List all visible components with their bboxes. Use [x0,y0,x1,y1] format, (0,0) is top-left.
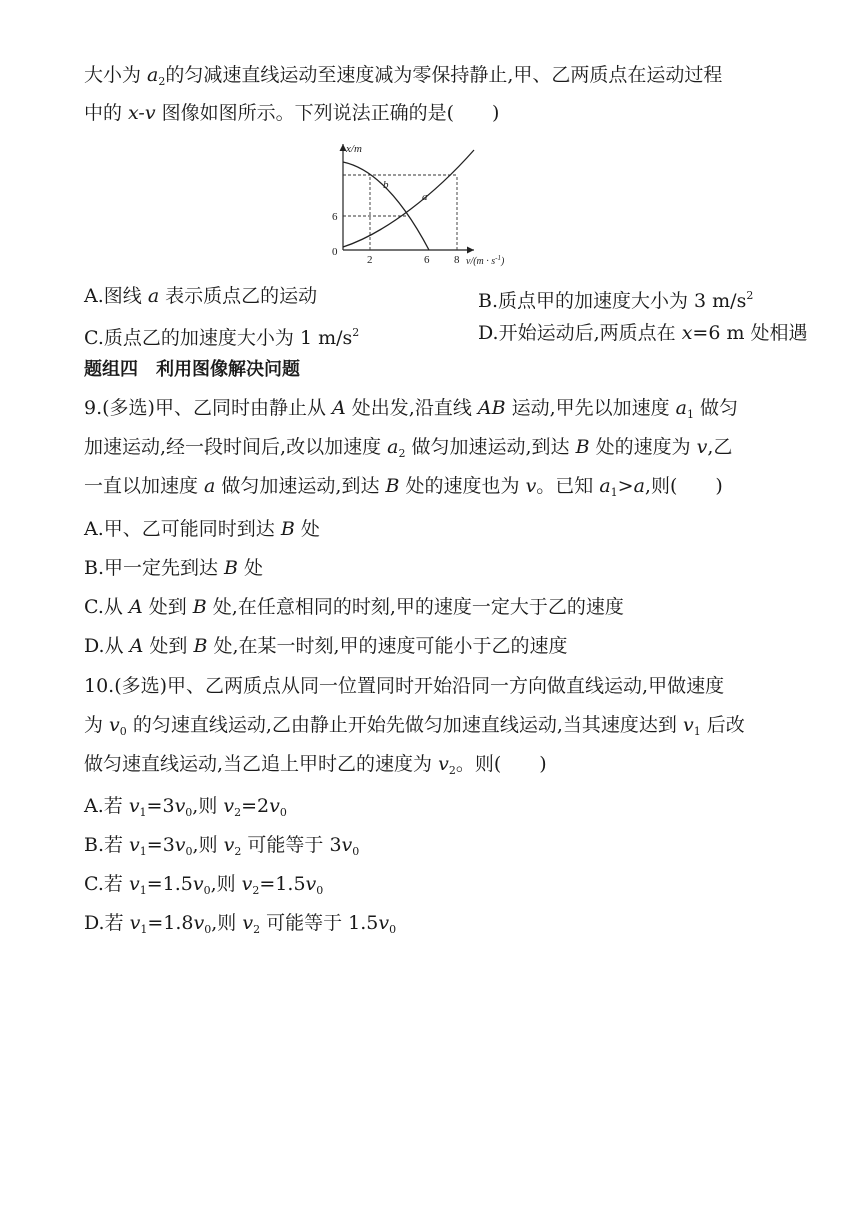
option-b: B.质点甲的加速度大小为 3 $m/s^2$ [478,289,754,312]
intro-line-1 [84,62,722,95]
option-d: D.开始运动后,两质点在 x=6 m 处相遇 [478,322,808,344]
var-xv: x-v [128,102,156,124]
text: 中的 [84,102,129,124]
x-tick-6: 6 [424,254,430,266]
text: 图像如图所示。下列说法正确的是( ) [155,102,500,124]
x-v-graph [326,138,536,270]
q10-option-d: D.若 $v_1=1.8v_0$,则 $v_2$ 可能等于 $1.5v_0$ [84,912,397,936]
text: 大小为 [84,64,148,86]
text: 的匀减速直线运动至速度减为零保持静止,甲、乙两质点在运动过程 [165,64,723,86]
y-tick-6: 6 [332,211,338,223]
var-a: a [147,64,159,86]
q8-options-row-2 [84,320,808,351]
q9-option-a: A.甲、乙可能同时到达 B 处 [84,518,320,540]
q9-option-d: D.从 A 处到 B 处,在某一时刻,甲的速度可能小于乙的速度 [84,635,568,657]
q8-options-row-1 [84,283,754,312]
curve-b-label: b [383,179,389,191]
q10-line-3: 做匀速直线运动,当乙追上甲时乙的速度为 $v_2$。则( ) [84,753,547,777]
q10-option-a: A.若 $v_1=3v_0$,则 $v_2=2v_0$ [84,795,287,819]
q9-option-b: B.甲一定先到达 B 处 [84,557,264,579]
curve-a-label: a [422,191,428,203]
q9-line-1: 9.(多选)甲、乙同时由静止从 A 处出发,沿直线 AB 运动,甲先以加速度 $a_1$ 做匀 [84,397,739,421]
q9-option-c: C.从 A 处到 B 处,在任意相同的时刻,甲的速度一定大于乙的速度 [84,596,624,618]
q10-option-c: C.若 $v_1=1.5v_0$,则 $v_2=1.5v_0$ [84,873,324,897]
option-a: A.图线 a 表示质点乙的运动 [84,285,318,307]
q9-line-3: 一直以加速度 a 做匀加速运动,到达 B 处的速度也为 v。已知 $a_1>a$,则( ) [84,475,723,499]
origin-label: 0 [332,246,338,258]
x-axis-label: $v/(m \cdot s^{-1})$ [466,254,505,267]
q10-line-2: 为 $v_0$ 的匀速直线运动,乙由静止开始先做匀加速直线运动,当其速度达到 $v_1$ 后改 [84,714,745,738]
option-c: C.质点乙的加速度大小为 1 $m/s^2$ [84,326,360,349]
dashed-guides [343,175,457,250]
q10-line-1: 10.(多选)甲、乙两质点从同一位置同时开始沿同一方向做直线运动,甲做速度 [84,675,725,697]
curve-a [343,150,474,247]
x-tick-8: 8 [454,254,460,266]
q9-line-2: 加速运动,经一段时间后,改以加速度 $a_2$ 做匀加速运动,到达 B 处的速度为 v,乙 [84,436,733,460]
intro-line-2 [84,100,499,126]
x-tick-2: 2 [367,254,373,266]
subscript: 2 [158,75,166,88]
y-axis-label: x/m [346,143,362,155]
q10-option-b: B.若 $v_1=3v_0$,则 $v_2$ 可能等于 $3v_0$ [84,834,360,858]
section-title: 题组四 利用图像解决问题 [84,359,300,380]
